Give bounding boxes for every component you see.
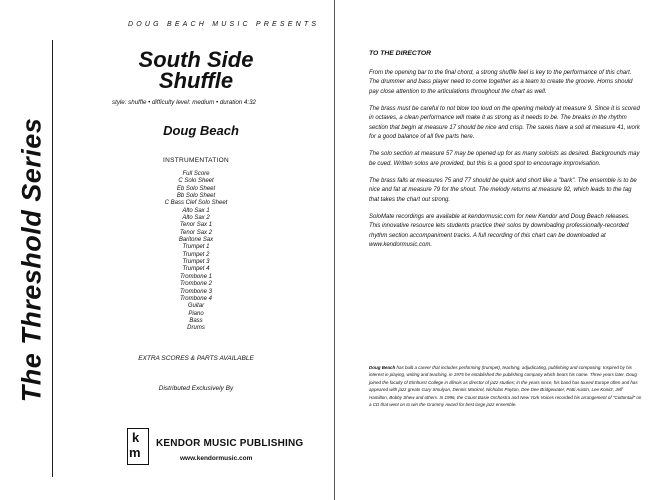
director-paragraph: SoloMate recordings are available at kendormusic.com for new Kendor and Doug Beach releases. This innovative resource lets students practice their solos by downloading professionally-recorded rhythm section accompaniment tracks. A full recording of this chart can be downloaded at www.kendormusic.com.	[369, 213, 630, 248]
series-band	[16, 42, 48, 477]
instrument-item: Trumpet 3	[182, 259, 210, 266]
director-paragraph: The solo section at measure 57 may be opened up for as many soloists as desired. Backgrounds may be cued. Written solos are provided, but this is a good spot to encourage improvisation.	[369, 151, 640, 167]
publisher-website: www.kendormusic.com	[180, 455, 253, 462]
bio-text: has built a career that includes performing (trumpet), teaching, adjudicating, publishing and composing. Inspired by his interest in playing, writing and teaching, in 1975 he established the publishing company which bears his name. Three years later, Doug joined the faculty of Elmhurst College in Illinois as director of jazz studies; in the years since, his band has toured Europe often and has appeared with jazz greats Gary Smulyan, Dennis Mackrel, Nicholas Payton, Dee Dee Bridgewater, Patti Austin, Lee Konitz, Jeff Hamilton, Bobby Shew and others. In 1996, the Count Basie Orchestra and New York Voices recorded his arrangement of "Cottontail" on a CD that went on to win the Grammy Award for best large jazz ensemble.	[369, 365, 642, 408]
instrument-item: Baritone Sax	[178, 237, 214, 244]
instrument-item: Tenor Sax 1	[179, 222, 213, 229]
title-line-2: Shuffle	[158, 68, 234, 93]
instrument-item: C Solo Sheet	[178, 178, 214, 185]
instrument-item: Piano	[188, 310, 204, 317]
instrumentation-list	[130, 171, 262, 333]
kendor-logo	[127, 428, 149, 465]
logo-letter-k: k	[132, 430, 140, 445]
instrument-item: Guitar	[187, 303, 205, 310]
instrument-item: Bb Solo Sheet	[176, 193, 216, 200]
instrument-item: Bass	[189, 317, 203, 324]
instrument-item: Trumpet 2	[182, 251, 210, 258]
instrument-item: Full Score	[182, 171, 210, 177]
instrument-item: Trombone 2	[180, 281, 212, 288]
director-paragraph: From the opening bar to the final chord, a strong shuffle feel is key to the performance of this chart. The drummer and bass player need to come together as a team to create the groove. Horns should pay close attention to the articulations throughout the chart as well.	[369, 69, 633, 95]
series-title: The Threshold Series	[16, 117, 47, 402]
instrument-item: Drums	[187, 325, 205, 332]
instrument-item: Tenor Sax 2	[179, 229, 213, 236]
publisher-name: KENDOR MUSIC PUBLISHING	[156, 438, 304, 449]
bio-name: Doug Beach	[369, 365, 396, 370]
composer-name: Doug Beach	[163, 123, 239, 138]
instrument-item: Alto Sax 1	[182, 207, 210, 214]
band-divider	[52, 40, 53, 477]
director-notes-page	[334, 0, 667, 500]
director-paragraph: The brass must be careful to not blow too loud on the opening melody at measure 9. Since it is scored in octaves, a clean performance will make it as strong as it needs to be. The breaks in the rhythm section that begin at measure 17 should be nice and crisp. The saxes have a soli at measure 41, work for a good balance of all five parts here.	[369, 105, 640, 140]
piece-title	[130, 49, 262, 91]
director-notes	[369, 49, 642, 258]
instrument-item: Trombone 3	[180, 288, 212, 295]
logo-letter-m: m	[129, 445, 141, 460]
composer-bio	[369, 364, 642, 408]
distributed-by: Distributed Exclusively By	[158, 385, 234, 392]
instrument-item: Trombone 1	[180, 273, 212, 280]
title-line-1: South Side	[138, 47, 254, 72]
cover-page	[0, 0, 333, 500]
instrumentation-heading: INSTRUMENTATION	[162, 157, 229, 164]
instrument-item: Alto Sax 2	[182, 215, 210, 222]
instrument-item: C Bass Clef Solo Sheet	[164, 200, 228, 207]
instrument-item: Eb Solo Sheet	[176, 185, 216, 192]
instrument-item: Trumpet 1	[182, 244, 210, 251]
presents-line: DOUG BEACH MUSIC PRESENTS	[128, 21, 320, 28]
instrument-item: Trumpet 4	[182, 266, 210, 273]
instrument-item: Trombone 4	[180, 295, 212, 302]
director-paragraph: The brass falls at measures 75 and 77 should be quick and short like a "bark". The ensemble is to be nice and fat at measure 79 for the shout. The melody returns at measure 92, which leads to the tag that takes the chart out strong.	[369, 177, 637, 203]
piece-meta: style: shuffle • difficulty level: medium • duration 4:32	[112, 99, 256, 106]
extra-scores-note: EXTRA SCORES & PARTS AVAILABLE	[138, 355, 254, 362]
director-heading: TO THE DIRECTOR	[369, 50, 432, 57]
